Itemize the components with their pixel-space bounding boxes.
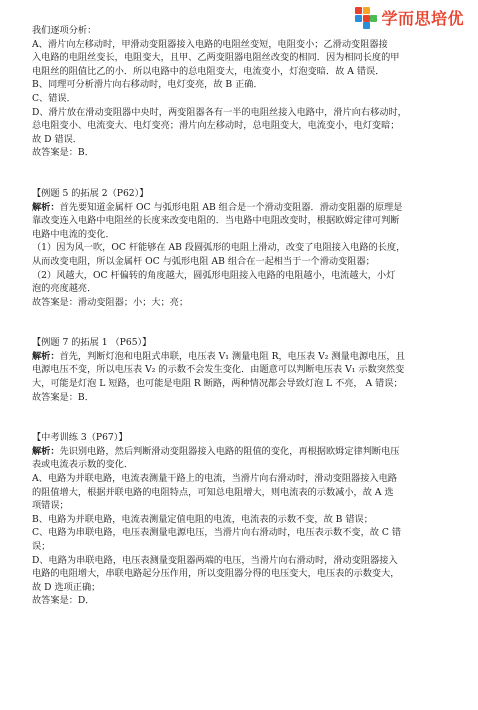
analysis-line: 首先要知道金属杆 OC 与弧形电阻 AB 组合是一个滑动变阻器．滑动变阻器的原理是 [59, 201, 403, 213]
analysis-line: C、错误． [32, 92, 76, 104]
section-intro: 我们逐项分析： [32, 25, 97, 36]
analysis-label: 解析： [32, 350, 60, 362]
analysis-line: 电源电压不变，所以电压表 V₂ 的示数不会发生变化．由题意可以判断电压表 V₁ 示数突然变 [32, 364, 405, 376]
analysis-line: 首先，判断灯泡和电阻式串联，电压表 V₁ 测量电阻 R，电压表 V₂ 测量电源电压，且 [59, 350, 405, 362]
analysis-line: 泡的亮度越亮． [32, 283, 97, 295]
analysis-line: 电路中电流的变化． [32, 228, 115, 240]
analysis-line: （2）风越大，OC 杆偏转的角度越大，圆弧形电阻接入电路的电阻越小，电流越大，小灯 [32, 269, 396, 281]
analysis-line: 从而改变电阻，所以金属杆 OC 与弧形电阻 AB 组合在一起相当于一个滑动变阻器； [32, 255, 375, 267]
analysis-line: D、电路为串联电路，电压表测量变阻器两端的电压，当滑片向右滑动时，滑动变阻器接入 [32, 554, 398, 566]
analysis-line: B、同理可分析滑片向右移动时，电灯变亮，故 B 正确． [32, 79, 263, 91]
section-heading: 【例题 7 的拓展 1 （P65）】 [32, 337, 152, 349]
analysis-line: A、电路为并联电路，电流表测量干路上的电流，当滑片向右滑动时，滑动变阻器接入电路 [32, 473, 397, 485]
analysis-line: 故 D 错误． [32, 133, 82, 145]
analysis-line: 误； [32, 541, 51, 552]
analysis-label: 解析： [32, 201, 60, 213]
analysis-line: 表或电流表示数的变化． [32, 459, 134, 471]
section-analysis [32, 24, 444, 160]
section-heading: 【中考训练 3（P67）】 [32, 432, 128, 444]
answer-line: 故答案是：滑动变阻器；小；大；亮； [32, 296, 189, 308]
answer-line: 故答案是：B． [32, 391, 94, 403]
section-example5-ext2 [32, 187, 444, 309]
section-example7-ext1 [32, 336, 444, 404]
section-exam-training3 [32, 431, 444, 608]
analysis-line: （1）因为风一吹，OC 杆能够在 AB 段圆弧形的电阻上滑动，改变了电阻接入电路的长度， [32, 242, 406, 254]
logo-text: 学而思培优 [381, 9, 464, 28]
analysis-line: 入电路的电阻丝变长，电阻变大，且甲、乙两变阻器电阻丝改变的相同．因为相同长度的甲 [32, 52, 400, 64]
analysis-line: D、滑片放在滑动变阻器中央时，两变阻器各有一半的电阻丝接入电路中，滑片向右移动时， [32, 106, 407, 118]
analysis-line: 先识别电路，然后判断滑动变阻器接入电路的阻值的变化，再根据欧姆定律判断电压 [59, 445, 400, 457]
section-heading: 【例题 5 的拓展 2（P62）】 [32, 187, 149, 199]
document-body [32, 24, 444, 608]
analysis-line: 靠改变连入电路中电阻丝的长度来改变电阻的．当电路中电阻改变时，根据欧姆定律可判断 [32, 215, 400, 227]
analysis-line: B、电路为并联电路，电流表测量定值电阻的电流，电流表的示数不变，故 B 错误； [32, 513, 373, 525]
analysis-line: C、电路为串联电路，电压表测量电源电压，当滑片向右滑动时，电压表示数不变，故 C 错 [32, 527, 402, 539]
analysis-label: 解析： [32, 445, 60, 457]
analysis-line: 电路的电阻增大，串联电路起分压作用，所以变阻器分得的电压变大，电压表的示数变大， [32, 568, 400, 580]
analysis-line: 项错误； [32, 500, 69, 512]
analysis-line: 总电阻变小、电流变大、电灯变亮；滑片向左移动时，总电阻变大，电流变小，电灯变暗； [32, 120, 400, 132]
analysis-line: A、滑片向左移动时，甲滑动变阻器接入电路的电阻丝变短，电阻变小；乙滑动变阻器接 [32, 38, 388, 50]
analysis-line: 电阻丝的阻值比乙的小．所以电路中的总电阻变大，电流变小，灯泡变暗．故 A 错误． [32, 65, 385, 77]
analysis-line: 故 D 选项正确； [32, 581, 101, 593]
analysis-line: 大，可能是灯泡 L 短路，也可能是电阻 R 断路，两种情况都会导致灯泡 L 不亮， A 错误； [32, 378, 403, 390]
analysis-line: 的阻值增大，根据并联电路的电阻特点，可知总电阻增大，则电流表的示数减小，故 A 选 [32, 486, 394, 498]
answer-line: 故答案是：B． [32, 147, 94, 159]
answer-line: 故答案是：D． [32, 595, 95, 607]
